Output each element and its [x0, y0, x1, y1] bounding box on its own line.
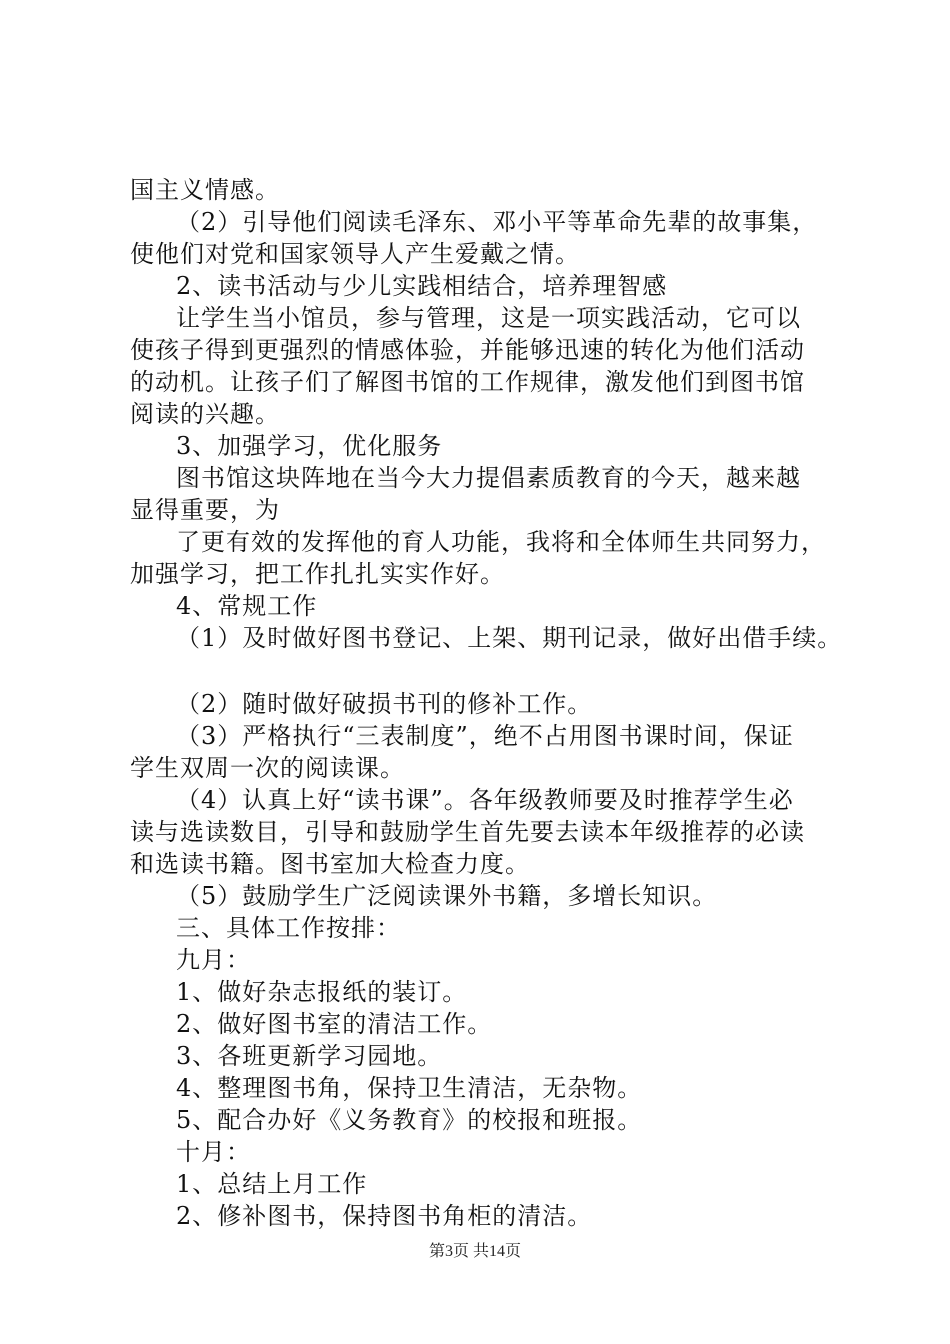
- text-line: 了更有效的发挥他的育人功能，我将和全体师生共同努力，: [176, 528, 826, 556]
- text-line: 加强学习，把工作扎扎实实作好。: [130, 560, 505, 588]
- list-item: 1、做好杂志报纸的装订。: [176, 978, 468, 1006]
- text-line: （1）及时做好图书登记、上架、期刊记录，做好出借手续。: [176, 624, 843, 652]
- text-line: 读与选读数目，引导和鼓励学生首先要去读本年级推荐的必读: [130, 818, 805, 846]
- text-line: （3）严格执行“三表制度”，绝不占用图书课时间，保证: [176, 722, 794, 750]
- page-number-footer: 第3页 共14页: [428, 1243, 521, 1260]
- text-line: 阅读的兴趣。: [130, 400, 280, 428]
- text-line: 学生双周一次的阅读课。: [130, 754, 405, 782]
- text-line: 让学生当小馆员，参与管理，这是一项实践活动，它可以: [176, 304, 801, 332]
- list-item: 1、总结上月工作: [176, 1170, 368, 1198]
- text-line: 和选读书籍。图书室加大检查力度。: [130, 850, 530, 878]
- text-line: （2）引导他们阅读毛泽东、邓小平等革命先辈的故事集，: [176, 208, 818, 236]
- list-item: 5、配合办好《义务教育》的校报和班报。: [176, 1106, 643, 1134]
- text-line: 使他们对党和国家领导人产生爱戴之情。: [130, 240, 580, 268]
- text-line: （5）鼓励学生广泛阅读课外书籍，多增长知识。: [176, 882, 718, 910]
- month-heading: 十月：: [176, 1138, 251, 1166]
- list-item: 2、做好图书室的清洁工作。: [176, 1010, 493, 1038]
- list-item: 3、各班更新学习园地。: [176, 1042, 443, 1070]
- text-line: 的动机。让孩子们了解图书馆的工作规律，激发他们到图书馆: [130, 368, 805, 396]
- section-heading: 2、读书活动与少儿实践相结合，培养理智感: [176, 272, 668, 300]
- section-heading: 4、常规工作: [176, 592, 318, 620]
- section-heading: 三、具体工作按排：: [176, 914, 401, 942]
- month-heading: 九月：: [176, 946, 251, 974]
- section-heading: 3、加强学习，优化服务: [176, 432, 443, 460]
- text-line: 使孩子得到更强烈的情感体验，并能够迅速的转化为他们活动: [130, 336, 805, 364]
- text-line: 国主义情感。: [130, 176, 280, 204]
- text-line: （4）认真上好“读书课”。各年级教师要及时推荐学生必: [176, 786, 794, 814]
- text-line: 显得重要，为: [130, 496, 280, 524]
- list-item: 2、修补图书，保持图书角柜的清洁。: [176, 1202, 593, 1230]
- text-line: 图书馆这块阵地在当今大力提倡素质教育的今天，越来越: [176, 464, 801, 492]
- text-line: （2）随时做好破损书刊的修补工作。: [176, 690, 593, 718]
- list-item: 4、整理图书角，保持卫生清洁，无杂物。: [176, 1074, 643, 1102]
